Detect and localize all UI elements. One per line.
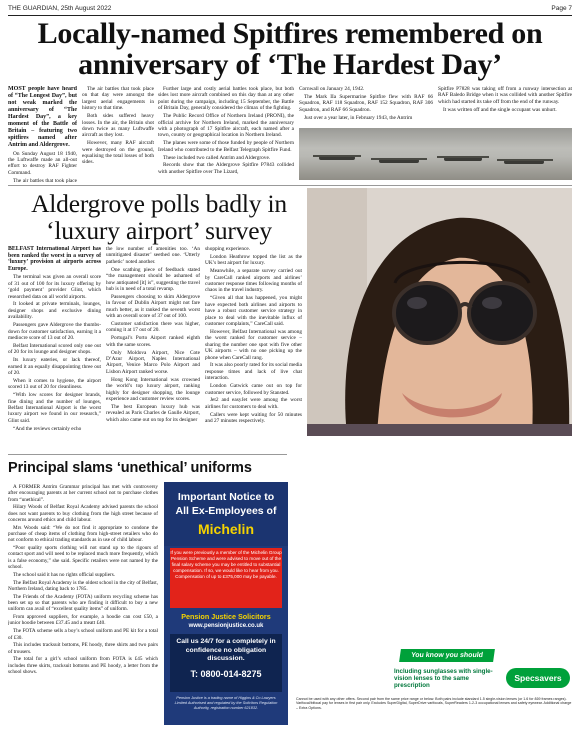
aldergrove-paragraph: “And the reviews certainly echo <box>13 425 82 432</box>
spitfire-wing <box>497 159 553 161</box>
spitfire-wing <box>371 158 427 160</box>
spitfire-paragraph: The Public Record Office of Northern Ireland (PRONI), the official archive for Northern Ireland, marked the anniversary with a photograph of 17 Spitfire aircraft, each named after a town, county or geographical location in Northern Ireland. <box>158 113 294 139</box>
offer-2-for-1: 2 for 1 <box>404 547 524 594</box>
uniforms-paragraph: The school said it has no rights official suppliers. <box>13 571 116 578</box>
aldergrove-column-2 <box>106 246 200 450</box>
aldergrove-paragraph: It looked at private terminals, lounges, designer shops and exclusive dining availability. <box>8 301 101 321</box>
aldergrove-paragraph: Only Moldova Airport, Nice Cote D’Azur Airport, Naples International Airport, Venice Marco Polo Airport and Lisbon Airport ranked worse. <box>106 349 200 375</box>
tagline-text: You know you should <box>410 652 484 659</box>
spitfire-column-3 <box>299 86 433 126</box>
aldergrove-column-1 <box>8 246 101 450</box>
spitfire-lead: MOST people have heard of “The Longest Day”, but not weak marked the anniversary of “The Hardest Day”, a key moment of the Battle of Britain – featuring two spitfires named after Antrim and Aldergrove. <box>8 86 77 148</box>
spitfire-paragraph: On Sunday August 18 1940, the Luftwaffe made an all-out effort to destroy RAF Fighter Command. <box>8 150 77 176</box>
offer-subtext: Including sunglasses with single-vision lenses to the same prescription <box>394 668 493 690</box>
uniforms-paragraph: From approved suppliers, for example, a hoodie can cost £50, a junior hoodie between £37.45 and a meatt £40. <box>8 614 158 627</box>
masthead-paper-date: THE GUARDIAN, 25th August 2022 <box>8 5 112 12</box>
uniforms-paragraph: Hilary Woods of Belfast Royal Academy advised parents the school does not want parents to buy clothing from the high street because of concerns around ethics and child labour. <box>8 504 158 523</box>
uniforms-paragraph: A FORMER Antrim Grammar principal has met with controversy after encouraging parents at her current school not to purchase clothes from “unethical”. <box>8 484 158 503</box>
spitfire-photograph <box>299 128 572 180</box>
aldergrove-paragraph: Passengers choosing to skim Aldergrove in favour of Dublin Airport might not fare much better, as it ranked the seventh worst with an overall score of 37 out of 100. <box>106 293 200 320</box>
uniforms-paragraph: Mrs Woods said: “We do not find it appropriate to condone the purchase of cheap items of clothing from high-street retailers who do not conform to ethical trading standards as in use of child labour. <box>8 524 158 544</box>
notice-footer: Pension Justice is a trading name of Higgins & Co Lawyers Limited Authorised and regulated by the Solicitors Regulation Authority, registration number 621832. <box>174 696 278 710</box>
masthead <box>8 5 572 14</box>
spitfire-column-4 <box>438 86 572 126</box>
spitfire-paragraph: However, many RAF aircraft were destroyed on the ground, equalising the total losses of both sides. <box>82 140 154 166</box>
aldergrove-paragraph: Its luxury eateries, or lack thereof, earned it an equally disappointing three out of 20. <box>8 357 101 376</box>
aldergrove-paragraph: Meanwhile, a separate survey carried out by CareCall ranked airports and airlines’ customer response times following months of chaos in the travel industry. <box>205 268 302 294</box>
uniforms-paragraph: This includes tracksuit bottoms, PE hoody, three shirts and two pairs of trousers. <box>8 642 158 655</box>
tagline-badge <box>399 649 495 662</box>
aldergrove-paragraph: The best European luxury hub was revealed as Paris Charles de Gaulle Airport, which also came out on top for its designer <box>106 403 200 423</box>
aldergrove-paragraph: The terminal was given an overall score of 31 out of 100 for its luxury offering by ‘gold payment’ provider Glint, which researched data on all world airports. <box>8 274 101 300</box>
uniforms-paragraph: The Friends of the Academy (FOTA) uniform recycling scheme has been set up so that parents who are finding it difficult to buy a new uniform can avail of “excellent quality items” of uniform. <box>8 593 158 613</box>
notice-phone[interactable]: T: 0800-014-8275 <box>190 668 262 679</box>
aldergrove-paragraph: Callers were kept waiting for 50 minutes and 27 minutes respectively. <box>205 411 302 425</box>
uniforms-paragraph: “Poor quality sports clothing will not stand up to the rigours of contact sport and will need to be replaced much more frequently, which is a false economy,” she said. Specific retailers were not named by the school. <box>8 545 158 571</box>
specsavers-footer-band <box>296 665 572 695</box>
specsavers-terms: Cannot be used with any other offers. Second pair from the same price range or below. Both pairs include standard 1.5 single-vision lenses (or 1.6 for £69 frames ranges). Varifocal/bifocal pay for lenses in first pair only. Excludes SuperDigital, SuperDrive varifocals, SuperReaders 1-2-3 occupational lenses and safety eyewear. Additional charge – Extra Options. <box>296 697 572 710</box>
spitfire-paragraph: Spitfire P7828 was taking off from a runway intersection at RAF Baledo Bridge when it was collided with another Spitfire which had started its take off from the end of the runway. <box>438 86 572 105</box>
spitfire-paragraph: Both sides suffered heavy losses. In the air, the Britain shot down twice as many Luftwaffe aircraft as they lost. <box>82 113 154 139</box>
aldergrove-paragraph: Passengers gave Aldergrove the thumbs-down for customer satisfaction, earning it a mediocre score of 13 out of 20. <box>8 322 101 341</box>
masthead-page-number: Page 7 <box>551 5 572 12</box>
spitfire-paragraph: The air battles that took place <box>13 177 77 184</box>
uniforms-paragraph: The total for a girl’s school uniform from FOTA is £45 which includes three skirts, tracksuit bottoms and PE hoody, a letter from the school shows. <box>8 656 158 676</box>
spitfire-paragraph: Just over a year later, in February 1943, the Antrim <box>304 114 413 121</box>
top-rule <box>8 15 572 16</box>
specsavers-logo: Specsavers <box>506 668 570 688</box>
uniforms-column <box>8 484 158 729</box>
spitfire-wing <box>437 156 489 158</box>
aldergrove-paragraph: One scathing piece of feedback stated “the management should be ashamed of how antiquated [it] is”, suggesting the travel hub is in need of a total revamp. <box>106 266 200 292</box>
uniforms-paragraph: The Belfast Royal Academy is the oldest school in the city of Belfast, Northern Ireland, dating back to 1785. <box>8 579 158 592</box>
spitfire-paragraph: The Mark IIa Supermarine Spitfire flew with RAF 66 Squadron, RAF 118 Squadron, RAF 152 Squadron, RAF 306 Squadron, and RAF 66 Squadron. <box>299 93 433 113</box>
aldergrove-paragraph: It was also poorly rated for its social media response times and lack of live chat interaction. <box>205 362 302 382</box>
uniforms-headline: Principal slams ‘unethical’ uniforms <box>8 460 252 476</box>
aldergrove-paragraph: However, Belfast International was among the worst ranked for customer service – sharing the number one spot with five other UK airports – with no one picking up the phone when CareCall rang. <box>205 328 302 361</box>
michelin-notice-ad <box>164 482 288 725</box>
aldergrove-paragraph: London Heathrow topped the list as the UK’s best airport for luxury. <box>205 253 302 267</box>
notice-call-box <box>170 634 282 692</box>
notice-call-text: Call us 24/7 for a completely in confidence no obligation discussion. <box>176 638 276 663</box>
spitfire-column-1b <box>82 86 154 184</box>
spitfire-paragraph: The planes were some of those funded by people of Northern Ireland who contributed to the Belfast Telegraph Spitfire Fund. <box>158 140 294 153</box>
offer-price: from £69 <box>404 588 505 615</box>
aldergrove-column-3 <box>205 246 302 450</box>
aldergrove-paragraph: “With low scores for designer brands, fine dining and the number of lounges, Belfast International Airport is the worst luxury airport we found in our research,” Glint said. <box>8 392 101 424</box>
spitfire-paragraph: Further large and costly aerial battles took place, but both sides lost more aircraft combined on this day than at any other point during the campaign, including 15 September, the Battle of Britain Day, generally considered the climax of the fighting. <box>158 86 294 112</box>
notice-body <box>170 548 282 608</box>
spitfire-paragraph: Records show that the Aldergrove Spitfire P7843 collided with another Spitfire over The Lizard, <box>158 162 294 175</box>
spitfire-column-2 <box>158 86 294 184</box>
aldergrove-paragraph: Belfast International scored only one out of 20 for its lounge and designer shops. <box>8 342 101 356</box>
aldergrove-paragraph: Portugal’s Porto Airport ranked eighth with the same scores. <box>106 335 200 348</box>
notice-url[interactable]: www.pensionjustice.co.uk <box>188 623 264 629</box>
aldergrove-paragraph: London Gatwick came out on top for customer service, followed by Stansted. <box>205 383 302 396</box>
notice-firm: Pension Justice Solicitors <box>181 612 271 621</box>
spitfire-paragraph: These included two called Antrim and Aldergrove. <box>163 154 271 161</box>
aldergrove-paragraph: When it comes to hygiene, the airport scored 13 out of 20 for cleanliness. <box>8 377 101 391</box>
aldergrove-paragraph: Jet2 and easyJet were among the worst airlines for customers to deal with. <box>205 397 302 410</box>
spitfire-paragraph: The air battles that took place on that day were amongst the largest aerial engagements in history to that time. <box>82 86 154 112</box>
spitfire-paragraph: It was written off and the single occupant was unhurt. <box>443 106 557 113</box>
notice-brand: Michelin <box>197 521 254 537</box>
uniforms-paragraph: The FOTA scheme sells a boy’s school uniform and PE kit for a total of £30. <box>8 628 158 641</box>
notice-title-1: Important Notice to <box>177 491 275 503</box>
aldergrove-paragraph: Hong Kong International was crowned the world’s top luxury airport, ranking highly for designer shopping, the lounge experience and customer review scores. <box>106 376 200 402</box>
aldergrove-paragraph: Customer satisfaction there was higher, coming it at 17 out of 20. <box>106 320 200 334</box>
sunglasses-illustration <box>307 188 572 436</box>
sunglasses-photo <box>307 188 572 436</box>
hangar-roof <box>299 128 572 148</box>
notice-body-text: If you were previously a member of the Michelin Group Pension Scheme and were advised to move out of the final salary scheme you may be entitled to substantial compensation. If so, we would like to hear from you. Compensation of up to £375,000 may be payable. <box>170 550 282 579</box>
aldergrove-lead: BELFAST International Airport has been ranked the worst in a survey of ‘luxury’ provision at airports across Europe. <box>8 246 101 273</box>
spitfire-headline: Locally-named Spitfires remembered on anniversary of ‘The Hardest Day’ <box>37 17 543 81</box>
aldergrove-paragraph: the low number of amenities too. ‘An unmitigated disaster’ seethed one. ‘Utterly pathetic’ noted another. <box>106 246 200 265</box>
aldergrove-headline: Aldergrove polls badly in ‘luxury airport’ survey <box>31 189 287 245</box>
section-rule-lower <box>8 454 287 455</box>
aldergrove-paragraph: shopping experience. <box>205 246 251 252</box>
aldergrove-paragraph: “Given all that has happened, you might have expected both airlines and airports to have a robust customer service strategy in place to deal with the inevitable influx of customer complaints,” CareCall said. <box>205 295 302 327</box>
spitfire-column-1 <box>8 86 77 184</box>
section-rule <box>8 185 572 186</box>
spitfire-wing <box>313 155 361 157</box>
spitfire-paragraph: Cornwall on January 24, 1942. <box>299 86 365 92</box>
notice-title-2: All Ex-Employees of <box>175 505 277 517</box>
